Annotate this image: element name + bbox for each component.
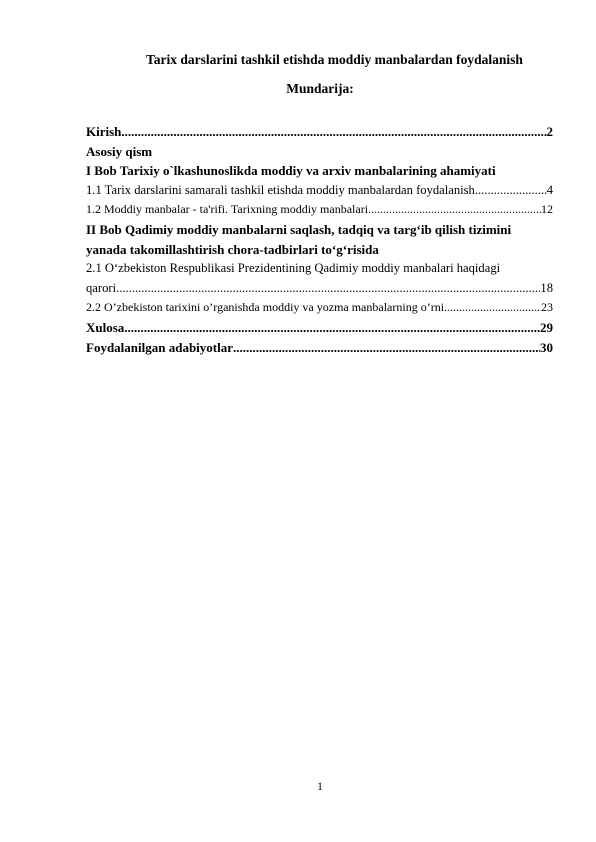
- toc-heading: Mundarija:: [286, 81, 354, 96]
- toc-entry-page: 29: [540, 319, 553, 335]
- toc-dot-leader: [124, 318, 540, 338]
- toc-entry-page: 30: [540, 339, 553, 355]
- toc-entry-section-1-1: [86, 181, 553, 201]
- toc-entry-label: Xulosa: [86, 319, 125, 335]
- toc-entry-section-2-2: [86, 298, 553, 318]
- toc-dot-leader: [233, 338, 540, 358]
- toc-dot-leader: [368, 200, 541, 220]
- toc-entry-label: yanada takomillashtirish chora-tadbirlari to‘g‘risida: [86, 241, 379, 257]
- toc-entry-section-2-1-line-2: [86, 279, 553, 299]
- toc-entry-chapter-2-line-1: [86, 220, 553, 240]
- toc-entry-page: 12: [541, 202, 553, 217]
- toc-entry-chapter-1: [86, 161, 553, 181]
- toc-dot-leader: [444, 298, 541, 318]
- toc-entry-section-1-2: [86, 200, 553, 220]
- toc-entry-adabiyotlar: [86, 338, 553, 358]
- toc-entry-label: 2.1 O‘zbekiston Respublikasi Prezidentining Qadimiy moddiy manbalari haqidagi: [86, 261, 501, 276]
- toc-entry-page: 2: [546, 124, 553, 139]
- document-title: Tarix darslarini tashkil etishda moddiy manbalardan foydalanish: [146, 52, 523, 67]
- toc-entry-label: Kirish: [86, 124, 122, 139]
- toc-entry-kirish: [86, 122, 553, 142]
- toc-entry-chapter-2-line-2: [86, 240, 553, 260]
- toc-entry-asosiy-qism: [86, 142, 553, 162]
- toc-entry-label: Foydalanilgan adabiyotlar: [86, 339, 233, 355]
- toc-entry-label: 2.2 O’zbekiston tarixini o’rganishda moddiy va yozma manbalarning o’rni: [86, 300, 445, 315]
- toc-dot-leader: [475, 181, 547, 201]
- toc-entry-label: Asosiy qism: [86, 143, 153, 159]
- toc-entry-label: II Bob Qadimiy moddiy manbalarni saqlash, tadqiq va targ‘ib qilish tizimini: [86, 221, 512, 237]
- toc-entry-label: 1.1 Tarix darslarini samarali tashkil etishda moddiy manbalardan foydalanish: [86, 182, 475, 197]
- table-of-contents: [86, 122, 553, 357]
- toc-entry-label: I Bob Tarixiy o`lkashunoslikda moddiy va arxiv manbalarining ahamiyati: [86, 163, 496, 179]
- toc-entry-page: 18: [540, 280, 553, 295]
- page-number: 1: [317, 781, 323, 793]
- toc-entry-label: 1.2 Moddiy manbalar - ta'rifi. Tarixning moddiy manbalari: [86, 202, 369, 217]
- toc-entry-xulosa: [86, 318, 553, 338]
- toc-entry-page: 4: [546, 182, 553, 197]
- toc-entry-label: qarori: [86, 280, 117, 295]
- toc-entry-section-2-1-line-1: [86, 259, 553, 279]
- toc-dot-leader: [121, 122, 546, 142]
- toc-entry-page: 23: [541, 300, 553, 315]
- toc-dot-leader: [116, 279, 540, 299]
